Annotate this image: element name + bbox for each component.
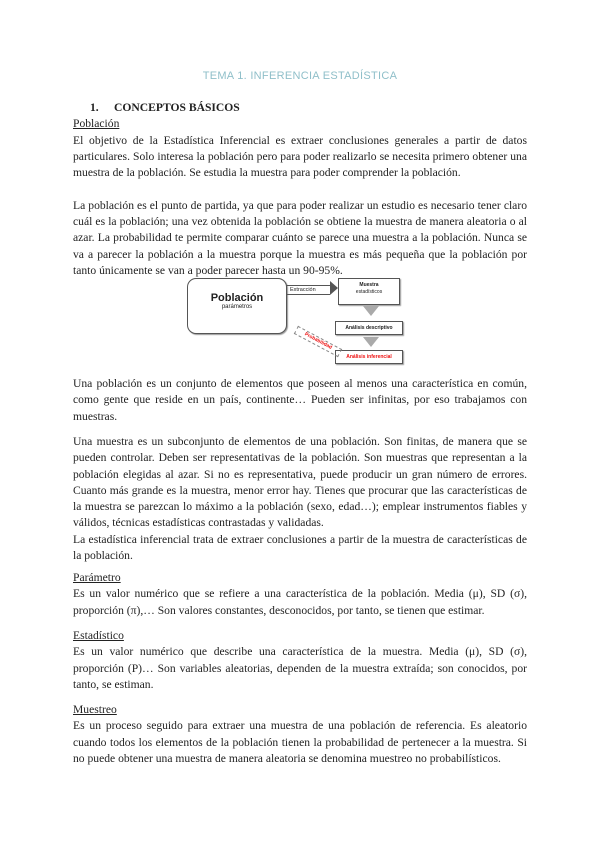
descriptive-box: Análisis descriptivo bbox=[335, 321, 403, 335]
subheading-poblacion: Población bbox=[73, 117, 120, 131]
arrow-down-icon bbox=[363, 306, 379, 316]
paragraph: La población es el punto de partida, ya que para poder realizar un estudio es necesario tener claro cuál es la población; una vez obtenida la población se obtiene la muestra de manera aleatoria o al azar. La probabilidad te permite comparar cuánto se parece una muestra a la población. Nunca se va a parecer la población a la muestra porque la muestra es más pequeña que la población por tanto únicamente se van a poder parecer hasta un 90-95%. bbox=[73, 198, 527, 277]
paragraph: Es un proceso seguido para extraer una muestra de una población de referencia. Es aleatorio cuando todos los elementos de la población tienen la probabilidad de pertenecer a la muestra. Si no puede obtener una muestra de manera aleatoria se denomina muestreo no probabilísticos. bbox=[73, 719, 527, 765]
sample-label: Muestra bbox=[359, 282, 379, 288]
sample-box bbox=[338, 278, 400, 305]
section-muestreo bbox=[73, 702, 527, 767]
subheading-muestreo: Muestreo bbox=[73, 703, 117, 716]
document-title: TEMA 1. INFERENCIA ESTADÍSTICA bbox=[202, 70, 398, 82]
paragraph: El objetivo de la Estadística Inferencial es extraer conclusiones generales a partir de datos particulares. Solo interesa la población pero para poder realizarlo se necesita primero obtener una muestra de la población. Se estudia la muestra para poder comprender la población. bbox=[73, 133, 527, 180]
probability-arrow: Probabilidad bbox=[294, 326, 342, 357]
paragraph: Es un valor numérico que describe una característica de la muestra. Media (μ), SD (σ), proporción (P)… Son variables aleatorias, dependen de la muestra extraída; son conocidos, por tanto, se estiman. bbox=[73, 645, 527, 691]
population-label: Población bbox=[210, 292, 264, 304]
parameters-label: parámetros bbox=[221, 304, 253, 310]
section-estadistico bbox=[73, 628, 527, 693]
extraction-arrow: Extracción bbox=[286, 285, 330, 295]
section-parametro bbox=[73, 570, 527, 619]
statistics-label: estadísticos bbox=[355, 289, 383, 295]
inferential-box: Análisis inferencial bbox=[335, 350, 403, 364]
paragraph-sample: Una muestra es un subconjunto de elementos de una población. Son finitas, de manera que se pueden controlar. Deben ser representativas de la población. Son muestras que representan a la población elegidas al azar. Si no es representativa, puede producir un gran número de errores. Cuanto más grande es la muestra, menor error hay. Tienes que procurar que las características de la muestra se parezcan lo máximo a la población (sexo, edad…); emplear instrumentos fiables y válidos, técnicas estadísticas contrastadas y validadas. bbox=[73, 435, 527, 530]
section-number: 1. bbox=[90, 101, 99, 114]
section-heading bbox=[73, 100, 527, 279]
section-label: CONCEPTOS BÁSICOS bbox=[114, 101, 240, 114]
subheading-parametro: Parámetro bbox=[73, 571, 121, 584]
population-diagram bbox=[185, 275, 425, 367]
population-box bbox=[187, 278, 287, 334]
paragraph-inferential: La estadística inferencial trata de extraer conclusiones a partir de la muestra de características de la población. bbox=[73, 533, 527, 563]
paragraph-population: Una población es un conjunto de elementos que poseen al menos una característica en común, como gente que reside en un país, continente… Pueden ser infinitas, por eso trabajamos con muestras. bbox=[73, 377, 527, 423]
subheading-estadistico: Estadístico bbox=[73, 629, 124, 642]
paragraph: Es un valor numérico que se refiere a una característica de la población. Media (μ), SD (σ), proporción (π),… Son valores constantes, desconocidos, por tanto, se tienen que estimar. bbox=[73, 587, 527, 617]
arrow-right-icon bbox=[330, 281, 338, 295]
arrow-down-icon bbox=[363, 337, 379, 347]
